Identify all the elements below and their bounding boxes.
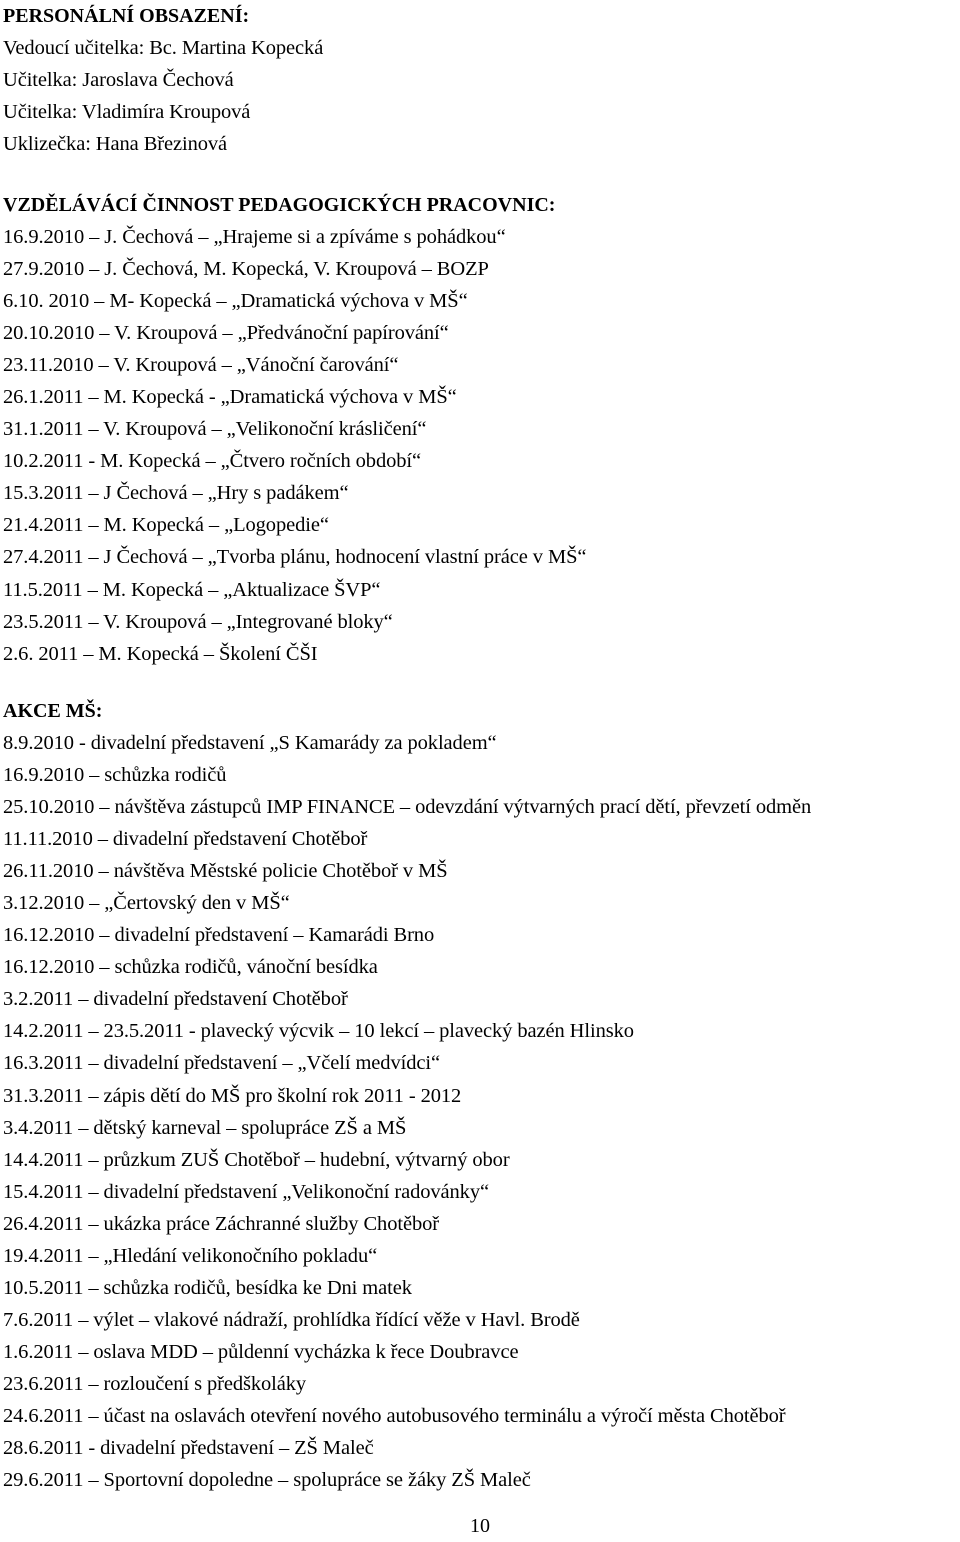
event-line: 26.4.2011 – ukázka práce Záchranné služby Chotěboř <box>3 1212 439 1235</box>
events-heading: AKCE MŠ: <box>3 700 103 722</box>
activity-line: 6.10. 2010 – M- Kopecká – „Dramatická výchova v MŠ“ <box>3 290 468 313</box>
event-line: 14.4.2011 – průzkum ZUŠ Chotěboř – hudební, výtvarný obor <box>3 1148 510 1171</box>
staff-heading: PERSONÁLNÍ OBSAZENÍ: <box>3 5 250 27</box>
event-line: 16.9.2010 – schůzka rodičů <box>3 764 227 787</box>
event-line: 15.4.2011 – divadelní představení „Velikonoční radovánky“ <box>3 1180 489 1203</box>
event-line: 3.4.2011 – dětský karneval – spolupráce ZŠ a MŠ <box>3 1116 407 1139</box>
event-line: 1.6.2011 – oslava MDD – půldenní vycházka k řece Doubravce <box>3 1340 519 1363</box>
staff-line: Uklizečka: Hana Březinová <box>3 133 228 156</box>
activity-line: 21.4.2011 – M. Kopecká – „Logopedie“ <box>3 514 329 537</box>
activity-line: 23.11.2010 – V. Kroupová – „Vánoční čarování“ <box>3 354 399 377</box>
event-line: 19.4.2011 – „Hledání velikonočního pokladu“ <box>3 1244 378 1267</box>
activity-line: 16.9.2010 – J. Čechová – „Hrajeme si a zpíváme s pohádkou“ <box>3 226 506 248</box>
event-line: 23.6.2011 – rozloučení s předškoláky <box>3 1372 307 1395</box>
staff-line: Učitelka: Vladimíra Kroupová <box>3 101 251 124</box>
staff-line: Vedoucí učitelka: Bc. Martina Kopecká <box>3 37 324 59</box>
event-line: 11.11.2010 – divadelní představení Chotěboř <box>3 828 368 851</box>
event-line: 16.12.2010 – divadelní představení – Kamarádi Brno <box>3 924 435 947</box>
staff-line: Učitelka: Jaroslava Čechová <box>3 69 234 92</box>
events-section <box>3 695 960 1496</box>
activity-line: 27.9.2010 – J. Čechová, M. Kopecká, V. Kroupová – BOZP <box>3 258 489 281</box>
event-line: 29.6.2011 – Sportovní dopoledne – spolupráce se žáky ZŠ Maleč <box>3 1469 531 1492</box>
activity-line: 20.10.2010 – V. Kroupová – „Předvánoční papírování“ <box>3 322 449 345</box>
event-line: 16.12.2010 – schůzka rodičů, vánoční besídka <box>3 956 378 979</box>
event-line: 3.2.2011 – divadelní představení Chotěboř <box>3 988 348 1011</box>
activities-section <box>3 189 960 670</box>
event-line: 14.2.2011 – 23.5.2011 - plavecký výcvik – 10 lekcí – plavecký bazén Hlinsko <box>3 1020 634 1043</box>
activity-line: 26.1.2011 – M. Kopecká - „Dramatická výchova v MŠ“ <box>3 386 457 409</box>
event-line: 8.9.2010 - divadelní představení „S Kamarády za pokladem“ <box>3 732 497 754</box>
event-line: 7.6.2011 – výlet – vlakové nádraží, prohlídka řídící věže v Havl. Brodě <box>3 1308 580 1331</box>
activity-line: 31.1.2011 – V. Kroupová – „Velikonoční krásličení“ <box>3 418 427 441</box>
staff-section <box>3 0 960 160</box>
activity-line: 11.5.2011 – M. Kopecká – „Aktualizace ŠVP“ <box>3 578 381 601</box>
activities-heading: VZDĚLÁVÁCÍ ČINNOST PEDAGOGICKÝCH PRACOVNIC: <box>3 194 556 216</box>
event-line: 3.12.2010 – „Čertovský den v MŠ“ <box>3 892 290 915</box>
activity-line: 23.5.2011 – V. Kroupová – „Integrované bloky“ <box>3 610 393 633</box>
event-line: 25.10.2010 – návštěva zástupců IMP FINANCE – odevzdání výtvarných prací dětí, převzetí odměn <box>3 796 812 819</box>
event-line: 31.3.2011 – zápis dětí do MŠ pro školní rok 2011 - 2012 <box>3 1084 462 1107</box>
page-number: 10 <box>470 1515 490 1537</box>
activity-line: 2.6. 2011 – M. Kopecká – Školení ČŠI <box>3 642 318 665</box>
event-line: 10.5.2011 – schůzka rodičů, besídka ke Dni matek <box>3 1276 412 1299</box>
activity-line: 15.3.2011 – J Čechová – „Hry s padákem“ <box>3 482 349 505</box>
event-line: 24.6.2011 – účast na oslavách otevření nového autobusového terminálu a výročí města Chotěboř <box>3 1404 786 1427</box>
event-line: 16.3.2011 – divadelní představení – „Včelí medvídci“ <box>3 1052 440 1075</box>
activity-line: 10.2.2011 - M. Kopecká – „Čtvero ročních období“ <box>3 450 422 473</box>
event-line: 28.6.2011 - divadelní představení – ZŠ Maleč <box>3 1437 374 1460</box>
activity-line: 27.4.2011 – J Čechová – „Tvorba plánu, hodnocení vlastní práce v MŠ“ <box>3 546 587 569</box>
event-line: 26.11.2010 – návštěva Městské policie Chotěboř v MŠ <box>3 860 448 883</box>
